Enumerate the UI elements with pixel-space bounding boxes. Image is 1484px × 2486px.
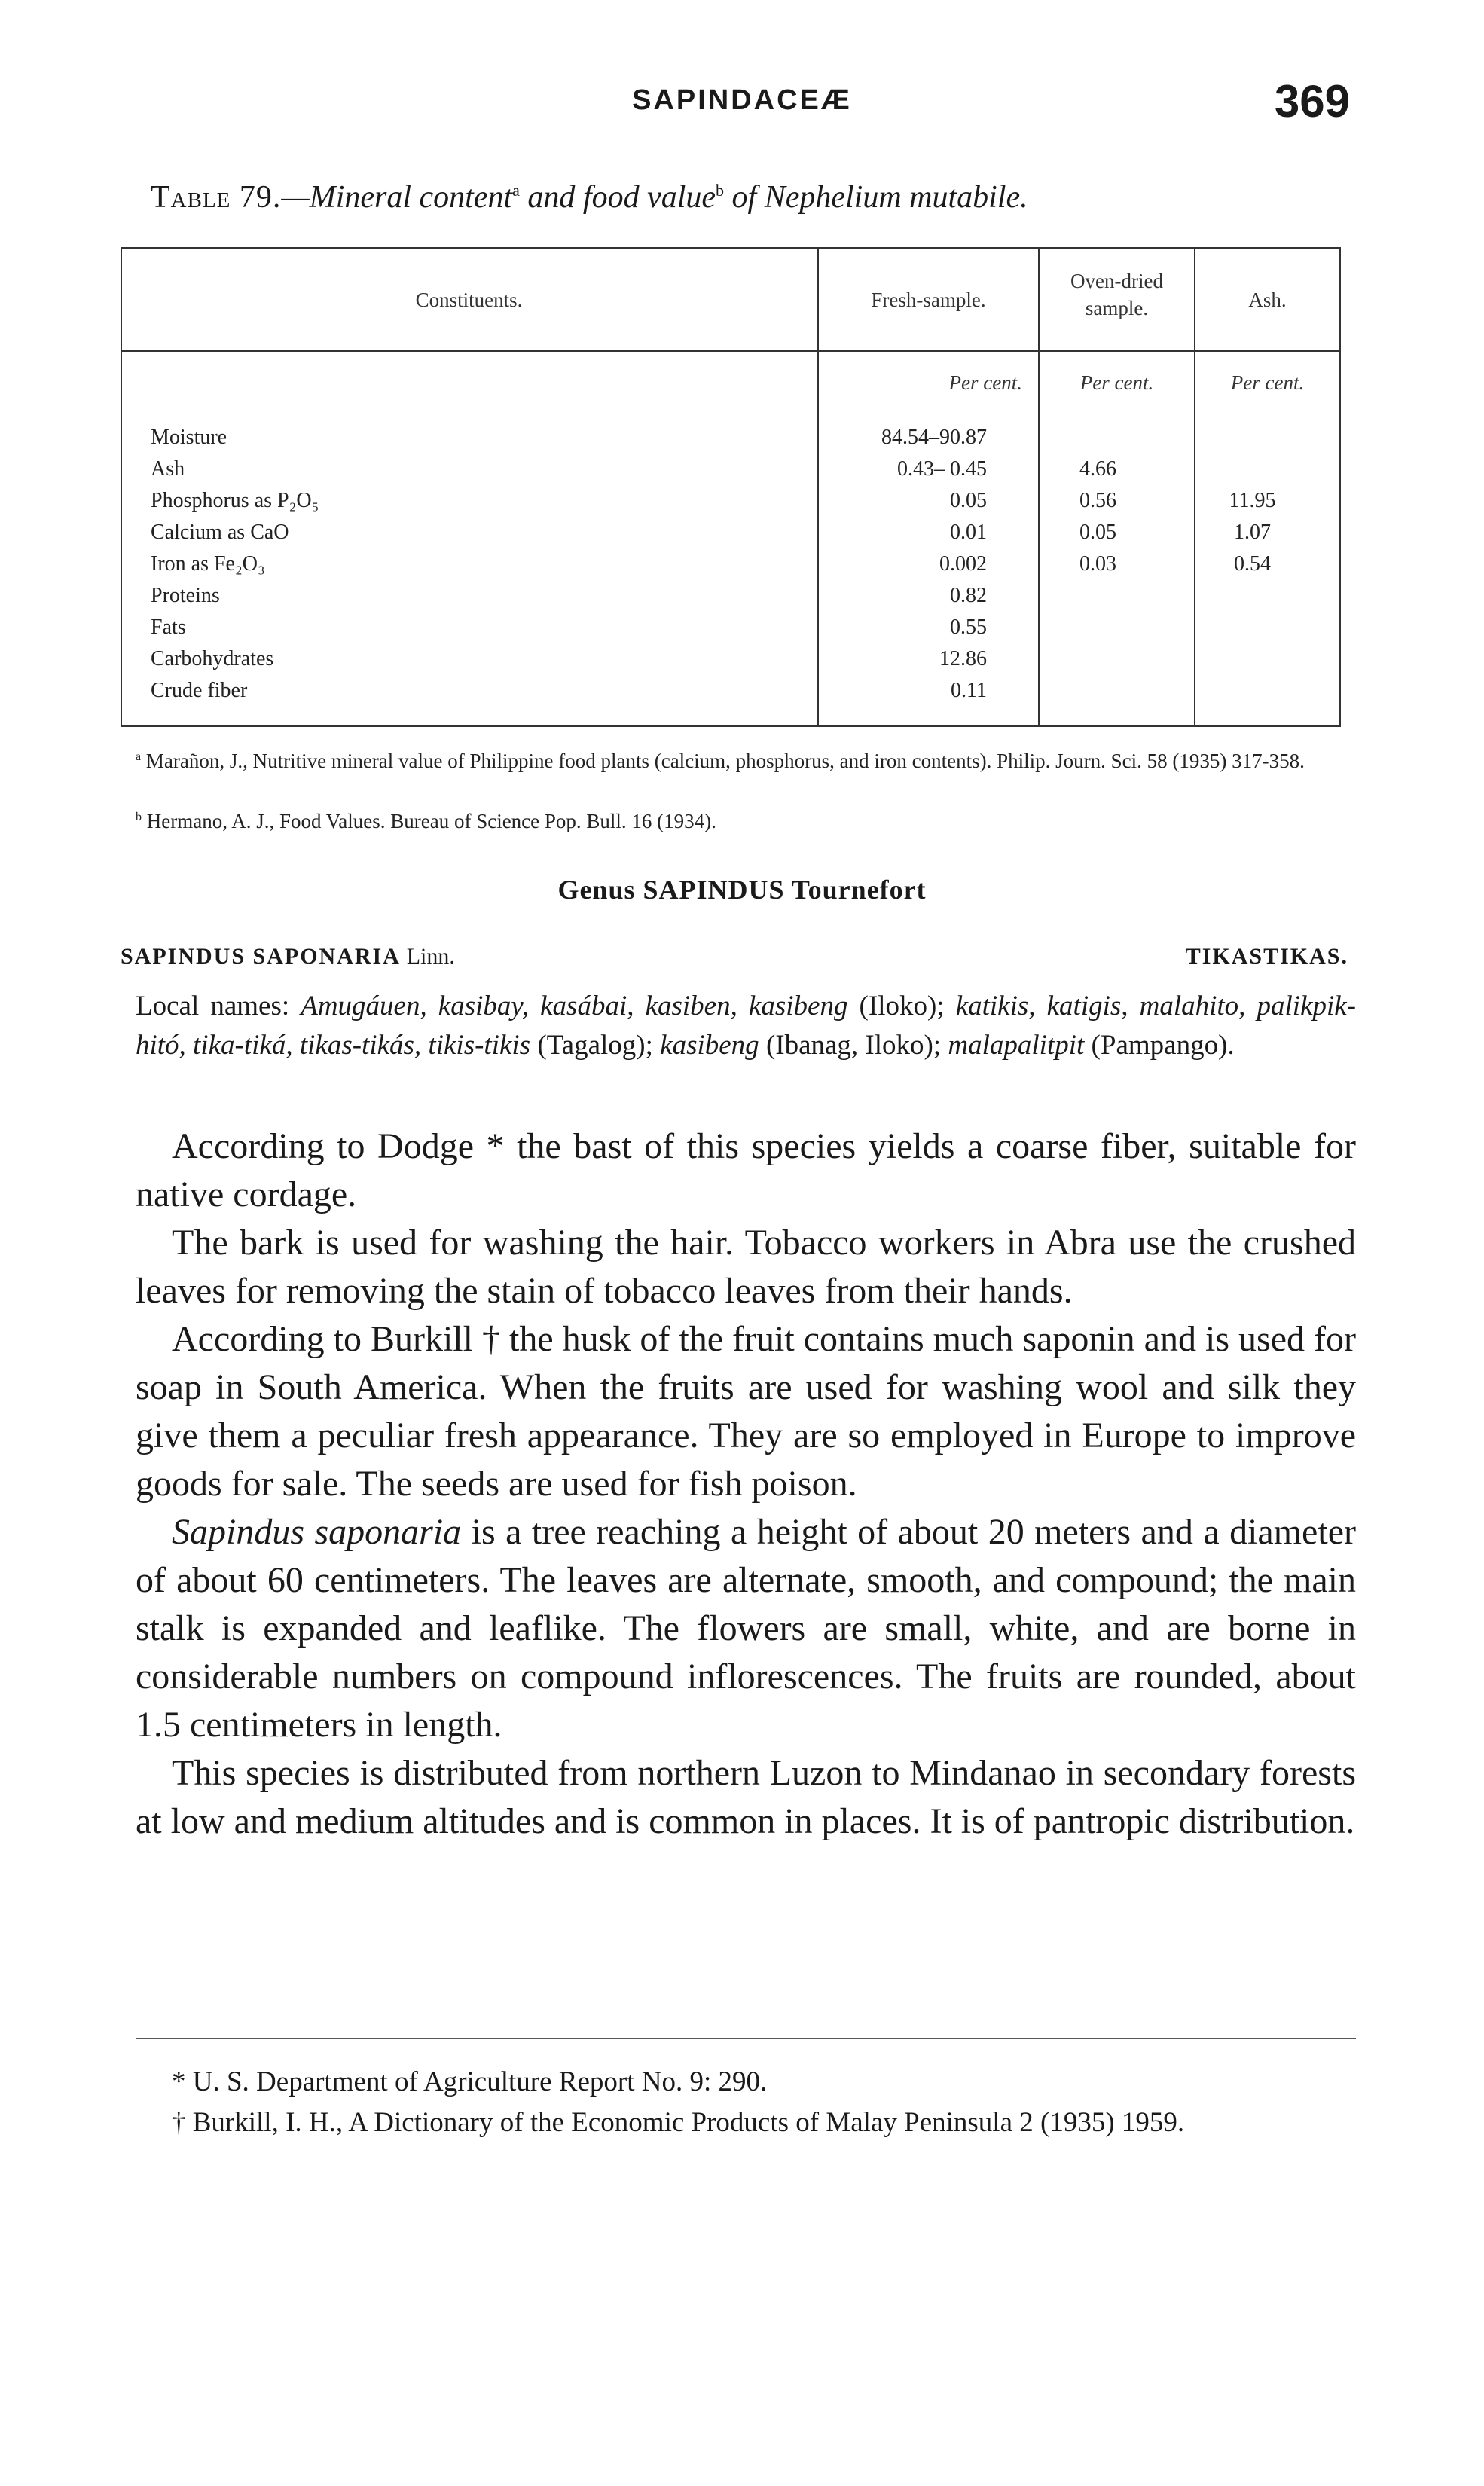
table-header-rule [121,350,1341,352]
table-footnote-b-text: Hermano, A. J., Food Values. Bureau of Science Pop. Bull. 16 (1934). [146,810,716,832]
body-paragraph-3: According to Burkill † the husk of the fruit contains much saponin and is used for soap in South America. When the fruits are used for washing wool and silk they give them a peculiar fresh appearance. They are so employed in Europe to improve goods for sale. The seeds are used for fish poison. [136,1319,1356,1504]
table-footnote-b-mark: b [136,811,142,823]
table-cell-fresh: 0.002 [939,552,987,576]
table-cell-constituent: Calcium as CaO [151,521,289,544]
table-title-mark-b: b [716,181,725,200]
table-footnote-b [136,802,1356,836]
body-paragraph-4-text: is a tree reaching a height of about 20 meters and a diameter of about 60 centimeters. The leaves are alternate, smooth, and compound; the main stalk is expanded and leaflike. The flowers are small, white, and are borne in considerable numbers on compound inflorescences. The fruits are rounded, about 1.5 centimeters in length. [136,1512,1356,1745]
table-cell-oven-dried: 4.66 [1079,457,1116,481]
unit-fresh: Per cent. [948,371,1022,394]
table-label: Table 79. [151,180,282,215]
local-names-tagalog: katikis, katigis, malahito, palikpik-hitó, tika-tiká, tikas-tikás, tikis-tikis [136,991,1357,1061]
table-cell-ash [1186,422,1318,454]
table-cell-fresh: 0.43– 0.45 [897,457,987,481]
local-names-tagalog-lang: (Tagalog); [530,1030,661,1061]
table-title: —Mineral content [281,180,513,215]
col-header-ash: Ash. [1248,289,1287,311]
body-paragraph-2: The bark is used for washing the hair. Tobacco workers in Abra use the crushed leaves for removing the stain of tobacco leaves from their hands. [136,1223,1356,1311]
table-cell-constituent: Proteins [151,584,220,607]
table-caption [151,179,1028,215]
table-cell-fresh: 0.05 [950,489,987,512]
page-footnote-1-text: * U. S. Department of Agriculture Report No. 9: 290. [172,2066,768,2097]
table-row [151,643,1484,675]
unit-ash: Per cent. [1230,371,1305,394]
running-title: SAPINDACEÆ [632,84,852,116]
local-names-ibanag-lang: (Ibanag, Iloko); [759,1030,948,1061]
table-cell-constituent: Carbohydrates [151,647,274,670]
table-cell-oven-dried [1028,675,1168,707]
table-cell-ash: 0.54 [1234,552,1271,576]
table-cell-ash [1186,612,1318,643]
body-paragraph-4 [136,1508,1356,1749]
col-header-oven-line2: sample. [1085,297,1149,319]
table-title-mark-a: a [512,181,520,200]
table-cell-ash [1186,454,1318,485]
table-cell-oven-dried: 0.03 [1079,552,1116,576]
table-cell-fresh: 0.11 [951,679,987,702]
table-cell-oven-dried [1028,422,1168,454]
table-cell-constituent: Iron as Fe₂O₃ [151,552,265,576]
table-cell-constituent: Phosphorus as P₂O₅ [151,489,319,512]
table-cell-oven-dried [1028,612,1168,643]
table-row [151,422,1484,454]
table-cell-oven-dried [1028,643,1168,675]
table-cell-ash [1186,643,1318,675]
table-title-mid: and food value [519,180,716,215]
table-row [151,517,1484,548]
table-cell-fresh: 0.55 [950,615,987,639]
table-cell-ash [1186,675,1318,707]
table-footnote-a-text: Marañon, J., Nutritive mineral value of Philippine food plants (calcium, phosphorus, and iron contents). Philip. Journ. Sci. 58 (1935) 317-358. [145,750,1305,772]
body-text [136,1122,1356,1846]
table-row [151,454,1484,485]
table-cell-fresh: 12.86 [939,647,987,670]
table-cell-fresh: 84.54–90.87 [881,426,987,449]
local-names-pampango: malapalitpit [948,1030,1085,1061]
local-names-prefix: Local names: [136,991,301,1022]
table-cell-oven-dried [1028,580,1168,612]
table-cell-ash [1186,580,1318,612]
table-row [151,580,1484,612]
local-names-ibanag: kasibeng [660,1030,759,1061]
table-cell-oven-dried: 0.56 [1079,489,1116,512]
species-italic: Sapindus saponaria [172,1512,462,1552]
table-top-rule [121,247,1341,249]
page-number: 369 [1274,76,1350,127]
col-header-oven-dried [1040,267,1194,322]
page-footnote-2 [136,2103,1356,2142]
page-footnote-1 [136,2063,1356,2102]
unit-oven: Per cent. [1079,371,1154,394]
table-row [151,485,1484,517]
table-row [151,675,1484,707]
species-name: SAPINDUS SAPONARIA [121,944,400,969]
table-footnote-a [136,742,1356,776]
local-names-iloko: Amugáuen, kasibay, kasábai, kasiben, kasibeng [301,991,848,1022]
table-cell-fresh: 0.82 [950,584,987,607]
species-author: Linn. [406,944,455,969]
local-names-pampango-lang: (Pampango). [1084,1030,1235,1061]
col-header-constituents: Constituents. [415,289,523,311]
table-cell-constituent: Ash [151,457,185,481]
table-footnote-a-mark: a [136,750,142,763]
table-cell-constituent: Fats [151,615,186,639]
table-cell-constituent: Crude fiber [151,679,248,702]
local-names-iloko-lang: (Iloko); [847,991,956,1022]
table-cell-ash: 11.95 [1229,489,1276,512]
species-local-name: TIKASTIKAS. [1185,944,1348,969]
table-title-end: of Nephelium mutabile. [724,180,1028,215]
local-names-paragraph [136,987,1356,1065]
table-cell-fresh: 0.01 [950,521,987,544]
table-cell-ash: 1.07 [1234,521,1271,544]
col-header-oven-line1: Oven-dried [1070,270,1163,292]
table-left-edge [121,249,122,727]
body-paragraph-1: According to Dodge * the bast of this species yields a coarse fiber, suitable for native cordage. [136,1126,1356,1214]
table-row [151,612,1484,643]
body-paragraph-5: This species is distributed from northern Luzon to Mindanao in secondary forests at low and medium altitudes and is common in places. It is of pantropic distribution. [136,1753,1356,1841]
table-cell-oven-dried: 0.05 [1079,521,1116,544]
footnote-separator [136,2038,1356,2039]
table-bottom-rule [121,725,1341,727]
table-row [151,548,1484,580]
page-footnote-2-text: † Burkill, I. H., A Dictionary of the Economic Products of Malay Peninsula 2 (1935) 1959. [172,2107,1185,2138]
species-heading [121,944,455,970]
col-header-fresh: Fresh-sample. [871,289,986,311]
table-cell-constituent: Moisture [151,426,227,449]
genus-title: Genus SAPINDUS Tournefort [557,875,927,905]
